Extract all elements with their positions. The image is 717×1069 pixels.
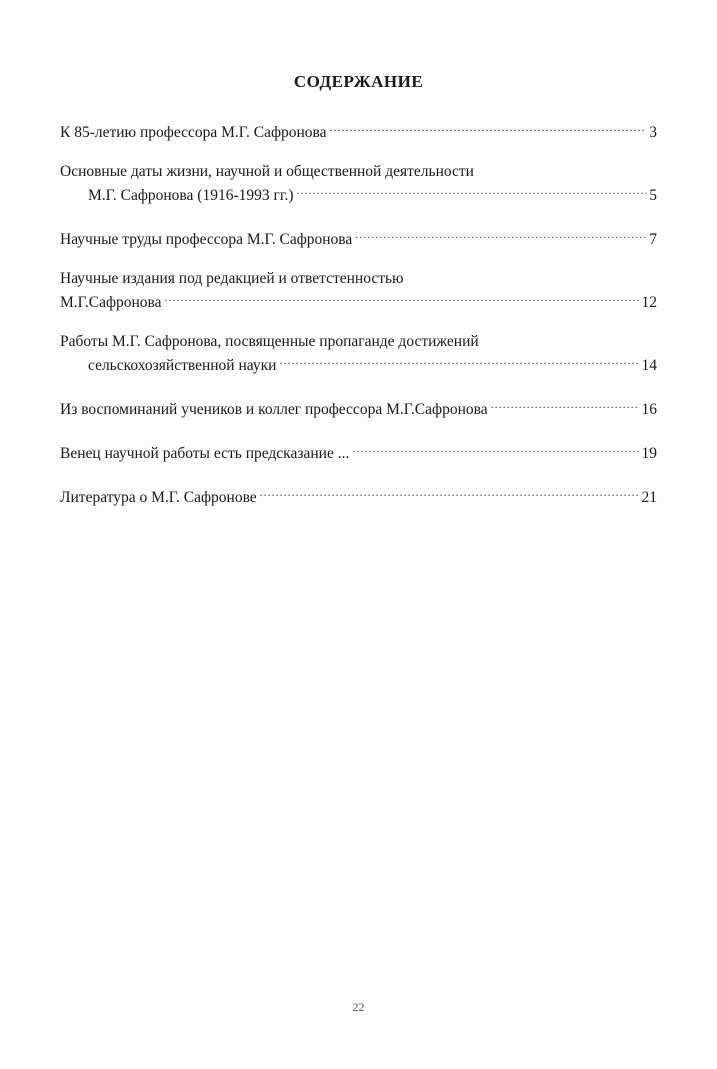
toc-entry-title: сельскохозяйственной науки <box>88 357 277 374</box>
toc-entry-title: К 85-летию профессора М.Г. Сафронова <box>60 124 327 141</box>
toc-entry <box>60 225 657 249</box>
toc-entry-title: Из воспоминаний учеников и коллег профессора М.Г.Сафронова <box>60 401 488 418</box>
toc-entry <box>60 118 657 142</box>
toc-entry-title: Научные труды профессора М.Г. Сафронова <box>60 231 353 248</box>
toc-entry-title-line1: Основные даты жизни, научной и общественной деятельности <box>60 163 474 180</box>
toc-dot-leader <box>352 439 638 458</box>
toc-entry-title: Литература о М.Г. Сафронове <box>60 489 257 506</box>
toc-entry <box>60 162 657 205</box>
table-of-contents <box>60 118 657 527</box>
toc-dot-leader <box>297 181 647 200</box>
toc-dot-leader <box>491 395 639 414</box>
toc-entry-page: 7 <box>649 231 657 248</box>
toc-entry-page: 16 <box>641 401 657 418</box>
toc-dot-leader <box>330 118 647 137</box>
toc-entry <box>60 332 657 375</box>
toc-entry-page: 5 <box>649 187 657 204</box>
toc-entry-page: 14 <box>641 357 657 374</box>
toc-entry-title-line1: Научные издания под редакцией и ответстенностью <box>60 270 404 287</box>
toc-dot-leader <box>279 351 638 370</box>
toc-entry-page: 12 <box>641 294 657 311</box>
toc-entry-title: Венец научной работы есть предсказание ... <box>60 445 350 462</box>
toc-entry <box>60 395 657 419</box>
toc-dot-leader <box>260 483 639 502</box>
toc-entry-title: М.Г.Сафронова <box>60 294 162 311</box>
toc-entry <box>60 483 657 507</box>
toc-entry <box>60 439 657 463</box>
toc-entry-page: 21 <box>641 489 657 506</box>
toc-entry-title-line1: Работы М.Г. Сафронова, посвященные пропаганде достижений <box>60 333 479 350</box>
toc-entry-page: 3 <box>649 124 657 141</box>
toc-dot-leader <box>355 225 646 244</box>
page-number: 22 <box>352 1000 365 1014</box>
toc-dot-leader <box>165 288 639 307</box>
toc-entry-page: 19 <box>641 445 657 462</box>
page-title: СОДЕРЖАНИЕ <box>293 72 424 91</box>
toc-entry-title: М.Г. Сафронова (1916-1993 гг.) <box>88 187 294 204</box>
toc-entry <box>60 269 657 312</box>
